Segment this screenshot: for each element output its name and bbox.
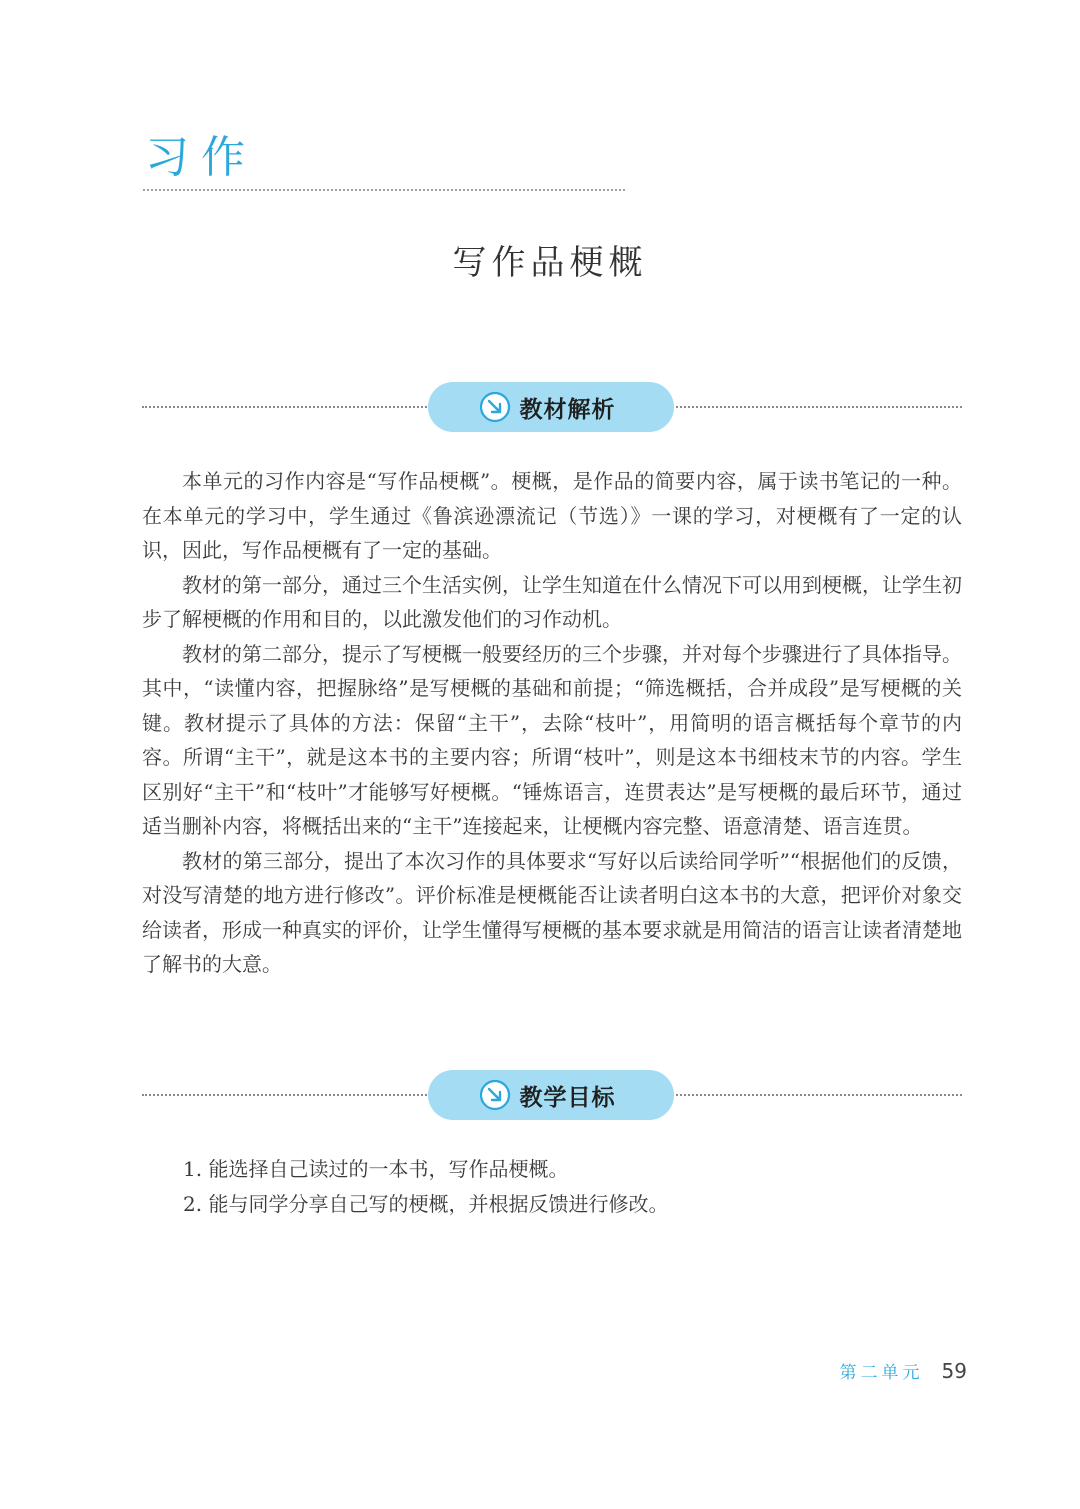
goals-divider-left [142,1094,430,1096]
analysis-banner [428,382,674,432]
section-heading: 习作 [145,132,257,183]
goals-list [183,1152,943,1221]
goals-banner-label: 教学目标 [519,1084,616,1111]
arrow-down-right-circle-icon [479,1079,511,1111]
heading-divider [143,189,625,191]
analysis-banner-label: 教材解析 [519,396,616,423]
goals-divider-right [672,1094,962,1096]
goal-item: 2. 能与同学分享自己写的梗概，并根据反馈进行修改。 [183,1191,669,1216]
page-footer [840,1358,967,1383]
analysis-paragraph: 教材的第一部分，通过三个生活实例，让学生知道在什么情况下可以用到梗概，让学生初步了解梗概的作用和目的，以此激发他们的习作动机。 [142,572,962,631]
analysis-divider-left [142,406,430,408]
unit-label: 第二单元 [839,1363,924,1383]
analysis-paragraph: 本单元的习作内容是“写作品梗概”。梗概，是作品的简要内容，属于读书笔记的一种。在本单元的学习中，学生通过《鲁滨逊漂流记（节选）》一课的学习，对梗概有了一定的认识，因此，写作品梗概有了一定的基础。 [142,469,962,562]
lesson-title: 写作品梗概 [452,243,648,283]
analysis-paragraph: 教材的第二部分，提示了写梗概一般要经历的三个步骤，并对每个步骤进行了具体指导。其中，“读懂内容，把握脉络”是写梗概的基础和前提；“筛选概括，合并成段”是写梗概的关键。教材提示了具体的方法：保留“主干”，去除“枝叶”，用简明的语言概括每个章节的内容。所谓“主干”，就是这本书的主要内容；所谓“枝叶”，则是这本书细枝末节的内容。学生区别好“主干”和“枝叶”才能够写好梗概。“锤炼语言，连贯表达”是写梗概的最后环节，通过适当删补内容，将概括出来的“主干”连接起来，让梗概内容完整、语意清楚、语言连贯。 [142,641,962,838]
goal-item: 1. 能选择自己读过的一本书，写作品梗概。 [183,1157,569,1181]
arrow-down-right-circle-icon [479,391,511,423]
goals-banner [428,1070,674,1120]
analysis-paragraph: 教材的第三部分，提出了本次习作的具体要求“写好以后读给同学听”“根据他们的反馈，对没写清楚的地方进行修改”。评价标准是梗概能否让读者明白这本书的大意，把评价对象交给读者，形成一种真实的评价，让学生懂得写梗概的基本要求就是用简洁的语言让读者清楚地了解书的大意。 [142,848,962,976]
analysis-body [142,464,962,982]
page-number: 59 [941,1359,967,1383]
analysis-divider-right [672,406,962,408]
